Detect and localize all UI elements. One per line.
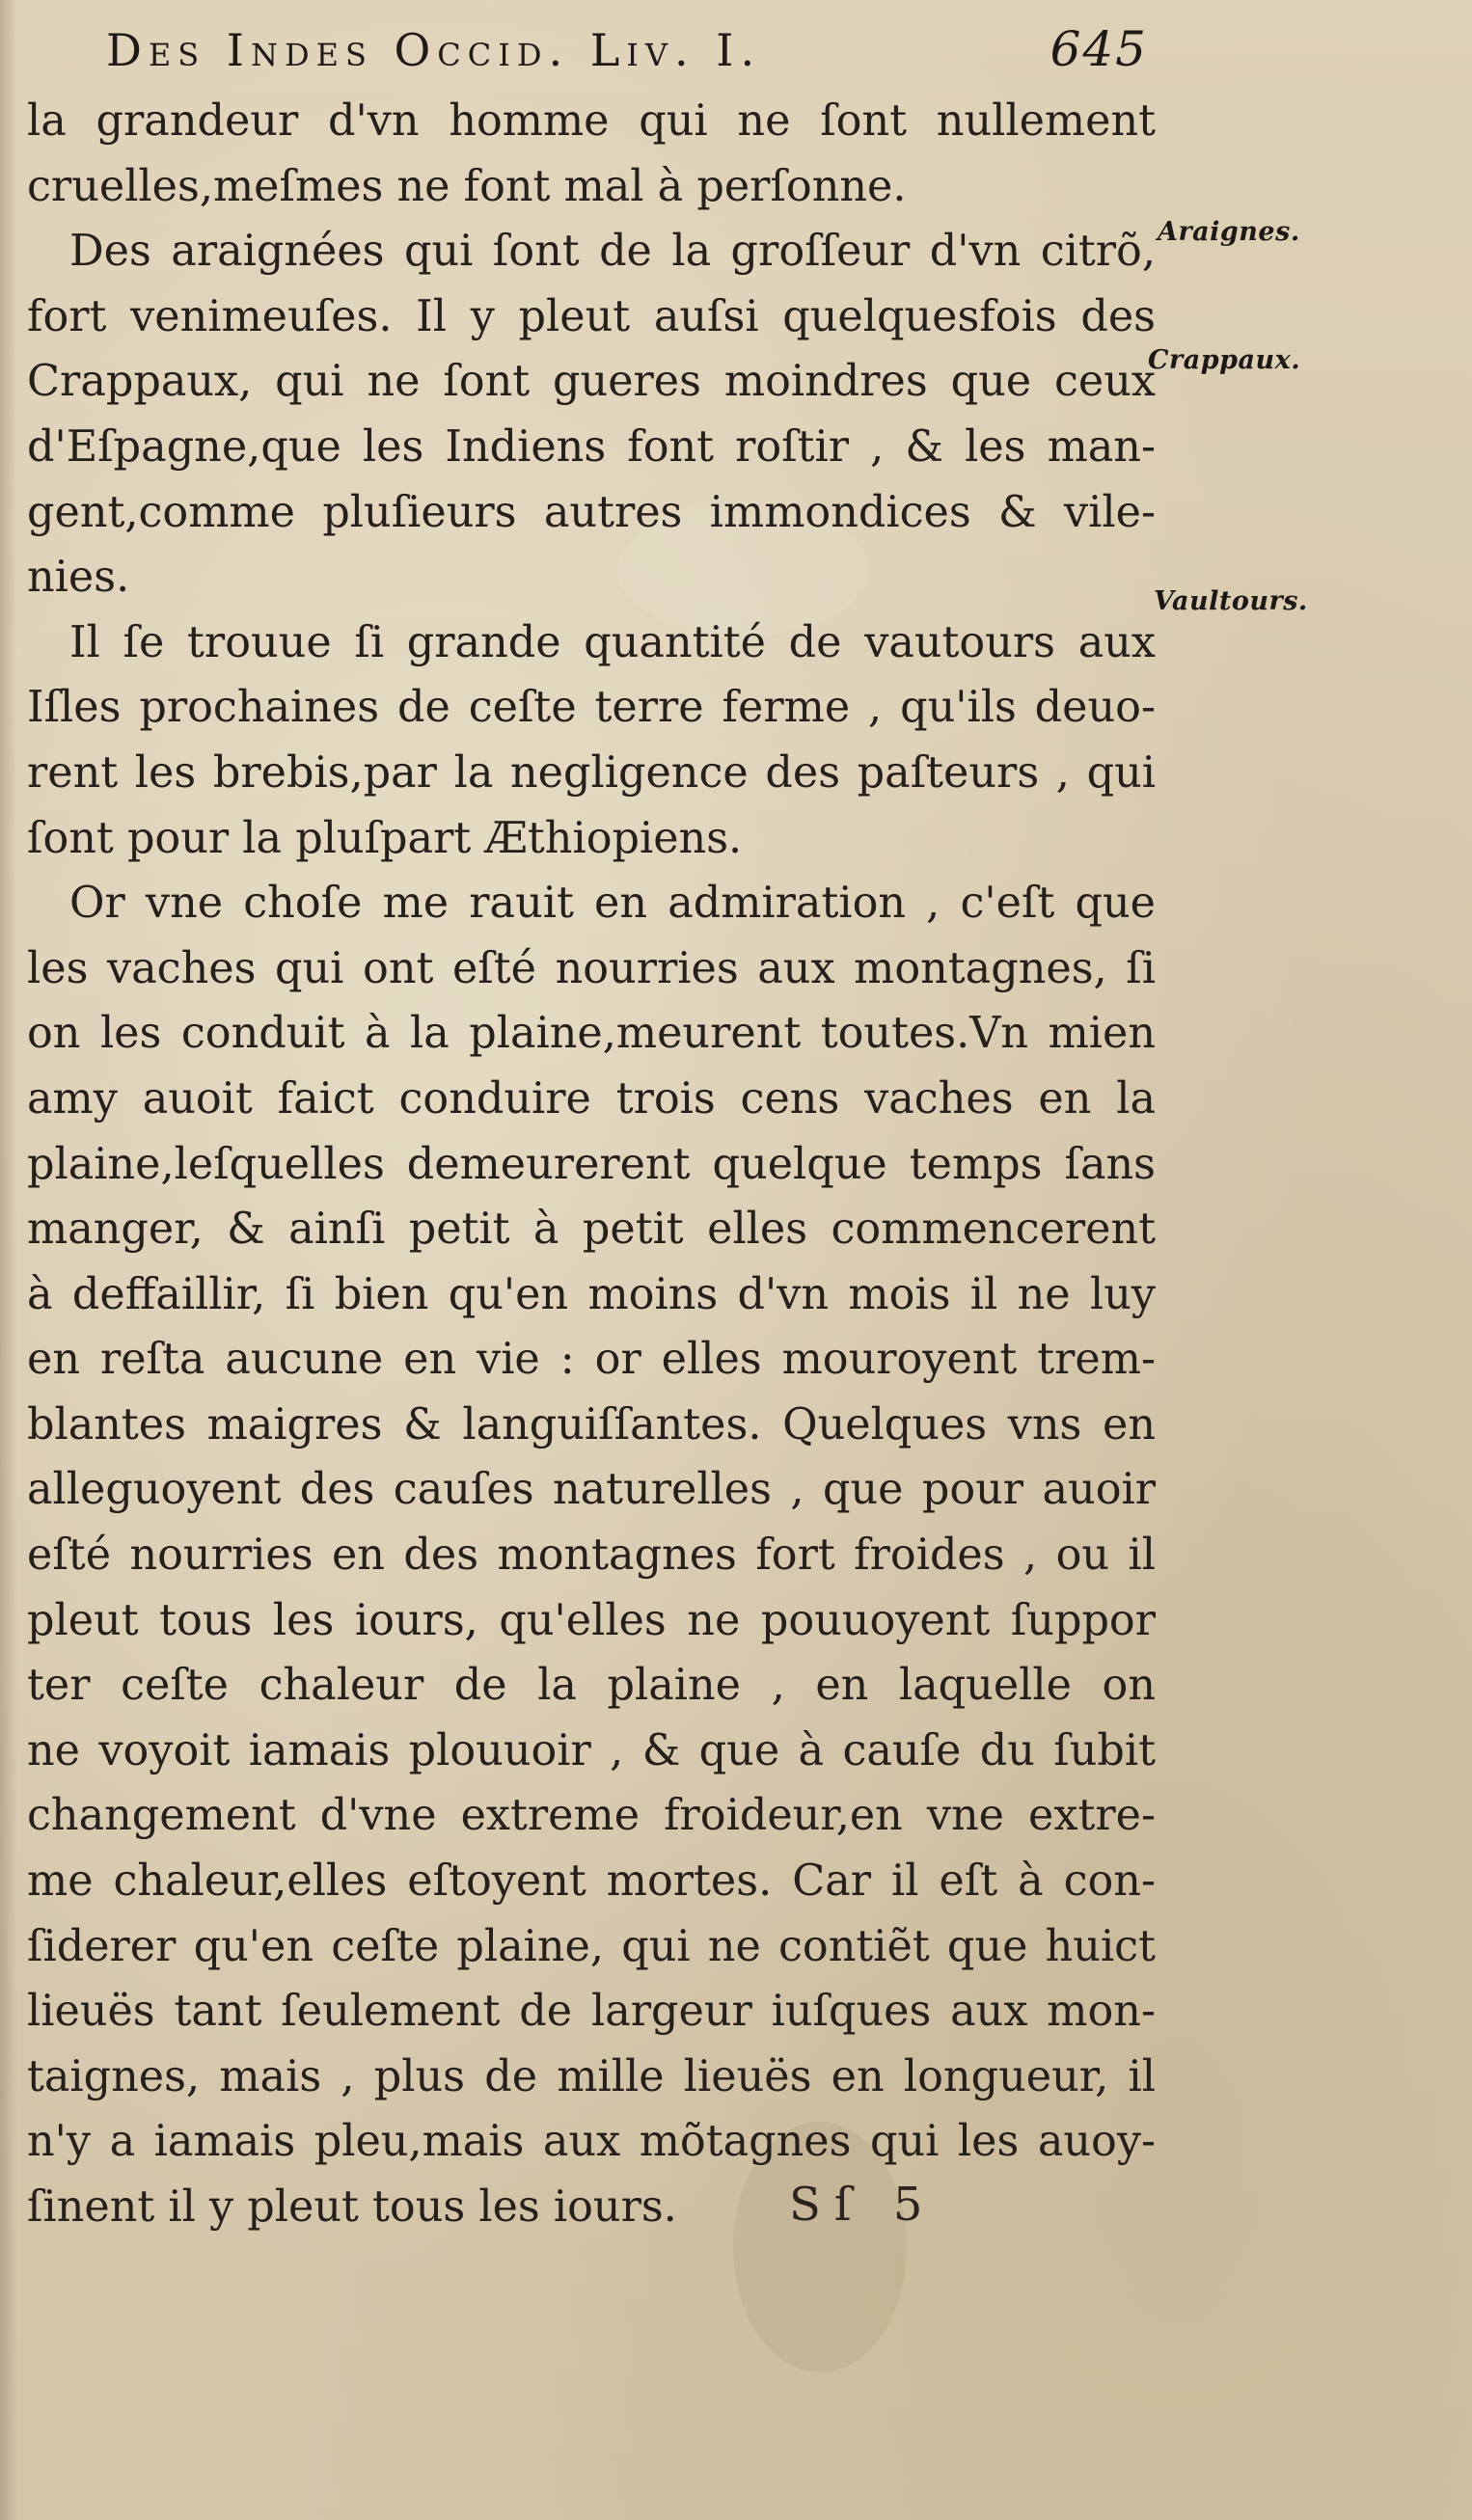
text-line: Crappaux, qui ne ſont gueres moindres que ceux: [27, 357, 1156, 407]
text-line: à deffaillir, ſi bien qu'en moins d'vn mois il ne luy: [27, 1269, 1156, 1319]
text-line: la grandeur d'vn homme qui ne ſont nullement: [27, 96, 1156, 146]
signature-mark: Sſ 5: [789, 2178, 937, 2232]
margin-note-vaultours: Vaultours.: [1154, 586, 1308, 616]
text-line: changement d'vne extreme froideur,en vne extre-: [27, 1791, 1156, 1841]
text-line: ſinent il y pleut tous les iours.: [27, 2182, 677, 2232]
text-line: ſont pour la pluſpart Æthiopiens.: [27, 813, 743, 863]
text-line: ter ceſte chaleur de la plaine , en laquelle on: [27, 1661, 1156, 1711]
text-line: cruelles,meſmes ne font mal à perſonne.: [27, 161, 907, 211]
text-line: blantes maigres & languiſſantes. Quelques vns en: [27, 1399, 1156, 1450]
text-line: amy auoit faict conduire trois cens vaches en la: [27, 1073, 1156, 1124]
text-line: n'y a iamais pleu,mais aux mõtagnes qui les auoy-: [27, 2117, 1156, 2167]
text-line: plaine,leſquelles demeurerent quelque temps ſans: [27, 1139, 1156, 1189]
margin-note-crappaux: Crappaux.: [1148, 345, 1301, 375]
text-line: lieuës tant ſeulement de largeur iuſques aux mon-: [27, 1987, 1156, 2037]
body-text: [27, 89, 1156, 2240]
text-line: alleguoyent des cauſes naturelles , que pour auoir: [27, 1465, 1156, 1515]
folio-number: 645: [1049, 21, 1148, 77]
text-line: les vaches qui ont eſté nourries aux montagnes, ſi: [27, 943, 1156, 993]
text-line: d'Eſpagne,que les Indiens font roſtir , & les man-: [27, 421, 1156, 472]
margin-note-araignes: Araignes.: [1158, 217, 1300, 247]
text-line: ſiderer qu'en ceſte plaine, qui ne contiẽt que huict: [27, 1921, 1156, 1971]
text-line: taignes, mais , plus de mille lieuës en longueur, il: [27, 2051, 1156, 2101]
text-line: manger, & ainſi petit à petit elles commencerent: [27, 1205, 1156, 1255]
text-line: Or vne choſe me rauit en admiration , c'eſt que: [69, 879, 1156, 929]
text-line: pleut tous les iours, qu'elles ne pouuoyent ſuppor: [27, 1595, 1156, 1645]
text-line: fort venimeuſes. Il y pleut auſsi quelquesfois des: [27, 291, 1156, 341]
text-line: Des araignées qui ſont de la groſſeur d'vn citrõ,: [69, 227, 1156, 277]
running-title: Des Indes Occid. Liv. I.: [106, 24, 762, 76]
text-line: Iſles prochaines de ceſte terre ferme , qu'ils deuo-: [27, 683, 1156, 733]
text-line: me chaleur,elles eſtoyent mortes. Car il eſt à con-: [27, 1856, 1156, 1907]
text-line: eſté nourries en des montagnes fort froides , ou il: [27, 1531, 1156, 1581]
text-line: nies.: [27, 553, 130, 603]
text-line: ne voyoit iamais plouuoir , & que à cauſe du ſubit: [27, 1725, 1156, 1775]
page-edge-shadow: [0, 0, 17, 2520]
text-line: Il ſe trouue ſi grande quantité de vautours aux: [69, 617, 1156, 667]
text-line: en reſta aucune en vie : or elles mouroyent trem-: [27, 1335, 1156, 1385]
text-line: on les conduit à la plaine,meurent toutes.Vn mien: [27, 1009, 1156, 1059]
text-line: gent,comme pluſieurs autres immondices & vile-: [27, 487, 1156, 537]
running-header: [106, 21, 1148, 77]
text-line: rent les brebis,par la negligence des paſteurs , qui: [27, 747, 1156, 798]
